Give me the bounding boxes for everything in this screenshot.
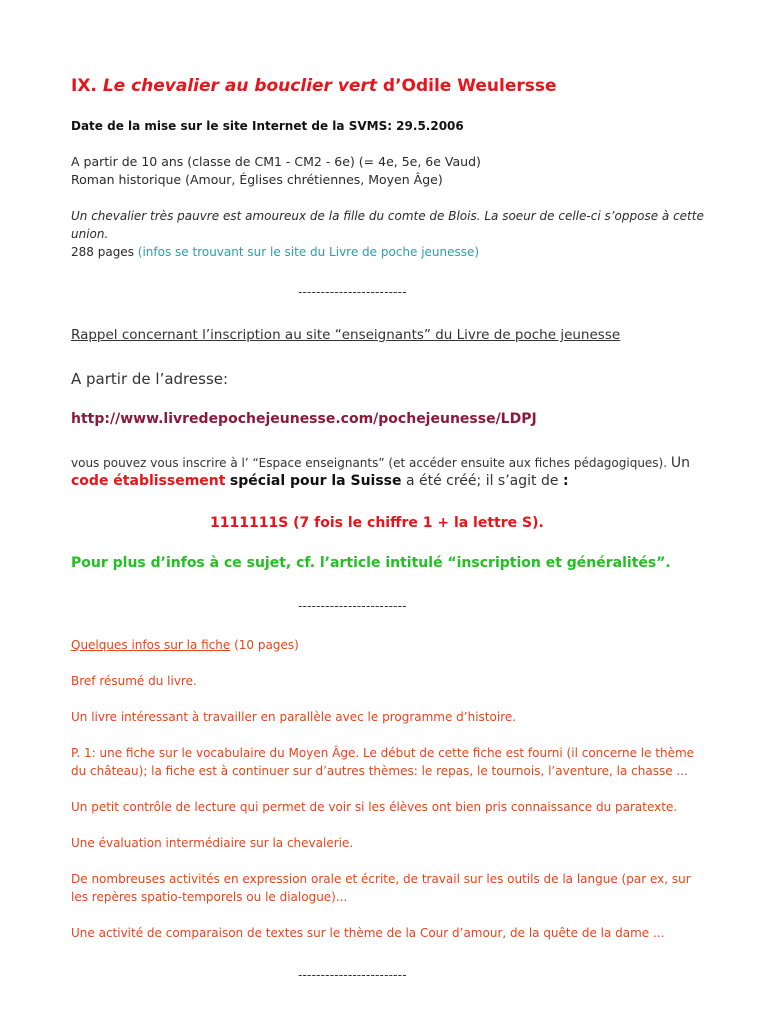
separator: ------------------------ [298, 968, 407, 982]
separator: ------------------------ [298, 599, 407, 613]
code-value: 1111111S (7 fois le chiffre 1 + la lettre S). [210, 515, 544, 531]
code-etablissement-label: code établissement [71, 473, 226, 489]
summary-line-2: union. [71, 227, 109, 241]
genre-line: Roman historique (Amour, Églises chrétiennes, Moyen Âge) [71, 172, 443, 187]
title-number: IX. [71, 76, 97, 96]
fiche-item: Un livre intéressant à travailler en parallèle avec le programme d’histoire. [71, 710, 517, 724]
plus-infos-note: Pour plus d’infos à ce sujet, cf. l’article intitulé “inscription et généralités”. [71, 555, 671, 571]
fiche-item: Un petit contrôle de lecture qui permet de voir si les élèves ont bien pris connaissance du paratexte. [71, 800, 678, 814]
title-author: d’Odile Weulersse [382, 76, 557, 96]
fiche-link[interactable]: Quelques infos sur la fiche [71, 638, 231, 652]
age-line: A partir de 10 ans (classe de CM1 - CM2 - 6e) (= 4e, 5e, 6e Vaud) [71, 154, 481, 169]
inscription-text [71, 455, 690, 471]
pages-info-link[interactable]: (infos se trouvant sur le site du Livre de poche jeunesse) [137, 245, 480, 259]
code-line [71, 473, 569, 489]
summary-line-1: Un chevalier très pauvre est amoureux de la fille du comte de Blois. La soeur de celle-ci s’oppose à cette [71, 209, 704, 223]
inscription-un: Un [670, 455, 691, 471]
separator: ------------------------ [298, 285, 407, 299]
rappel-heading: Rappel concernant l’inscription au site “enseignants” du Livre de poche jeunesse [71, 327, 621, 343]
pages-count: 288 pages [71, 245, 134, 259]
fiche-item: P. 1: une fiche sur le vocabulaire du Moyen Âge. Le début de cette fiche est fourni (il concerne le thème [71, 746, 695, 760]
inscription-sentence: vous pouvez vous inscrire à l’ “Espace enseignants” (et accéder ensuite aux fiches pédagogiques). [71, 456, 668, 470]
fiche-item: du château); la fiche est à continuer sur d’autres thèmes: le repas, le tournois, l’aventure, la chasse ... [71, 764, 688, 778]
ldpj-url-link[interactable]: http://www.livredepochejeunesse.com/pochejeunesse/LDPJ [71, 411, 537, 427]
fiche-item: Une activité de comparaison de textes sur le thème de la Cour d’amour, de la quête de la dame ... [71, 926, 665, 940]
fiche-pages: (10 pages) [234, 638, 299, 652]
code-line-rest: a été créé; il s’agit de [405, 473, 559, 489]
code-line-colon: : [562, 473, 569, 489]
fiche-item: Bref résumé du livre. [71, 674, 197, 688]
fiche-item: les repères spatio-temporels ou le dialogue)... [71, 890, 348, 904]
pages-line [71, 243, 479, 261]
fiche-heading [71, 636, 299, 654]
fiche-item: Une évaluation intermédiaire sur la chevalerie. [71, 836, 354, 850]
adresse-label: A partir de l’adresse: [71, 370, 229, 388]
title-book: Le chevalier au bouclier vert [102, 76, 377, 96]
fiche-item: De nombreuses activités en expression orale et écrite, de travail sur les outils de la langue (par ex, sur [71, 872, 691, 886]
publication-date: Date de la mise sur le site Internet de la SVMS: 29.5.2006 [71, 119, 464, 133]
special-suisse-label: spécial pour la Suisse [229, 473, 402, 489]
page-title [71, 76, 557, 96]
